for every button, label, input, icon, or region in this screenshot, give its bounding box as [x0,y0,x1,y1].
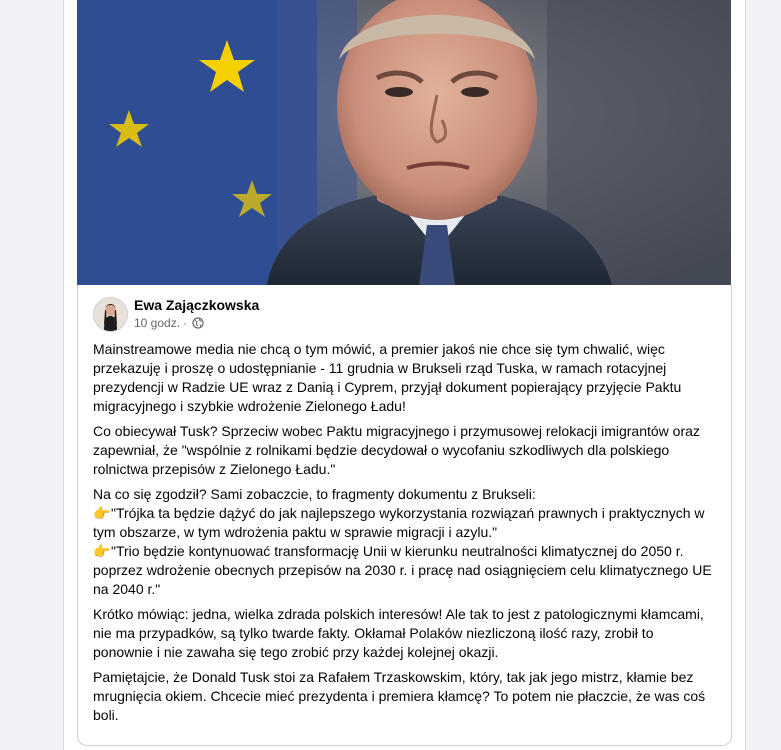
post-meta [134,316,204,330]
quote-text: "Trójka ta będzie dążyć do jak najlepszego wykorzystania rozwiązań prawnych i praktycznych w tym obszarze, w tym wdrożenia paktu w sprawie migracji i azylu." [93,505,705,540]
hand-pointing-right-icon: 👉 [93,543,111,559]
post-timestamp[interactable]: 10 godz. [134,316,181,330]
hand-pointing-right-icon: 👉 [93,505,111,521]
post-paragraph: Pamiętajcie, że Donald Tusk stoi za Rafałem Trzaskowskim, który, tak jak jego mistrz, kłamie bez mrugnięcia okiem. Chcecie mieć prezydenta i premiera kłamcę? To potem nie płaczcie, że was coś boli. [93,669,706,723]
post-paragraph: Mainstreamowe media nie chcą o tym mówić, a premier jakoś nie chce się tym chwalić, więc przekazuję i proszę o udostępnianie - 11 grudnia w Brukseli rząd Tuska, w ramach rotacyjnej prezydencji w Radzie UE wraz z Danią i Cyprem, przyjął dokument popierający przyjęcie Paktu migracyjnego i szybkie wdrożenie Zielonego Ładu! [93,341,682,414]
quote-text: "Trio będzie kontynuować transformację Unii w kierunku neutralności klimatycznej do 2050 r. poprzez wdrożenie obecnych przepisów na 2030 r. i pracę nad osiągnięciem celu klimatycznego UE na 2040 r." [93,543,712,597]
meta-separator: · [183,316,188,330]
avatar-image [94,298,127,331]
post-photo[interactable] [77,0,731,285]
author-avatar[interactable] [93,297,128,332]
post-paragraph: Co obiecywał Tusk? Sprzeciw wobec Paktu migracyjnego i przymusowej relokacji imigrantów oraz zapewniał, że "wspólnie z rolnikami będzie decydował o wycofaniu szkodliwych dla polskiego rolnictwa przepisów z Zielonego Ładu." [93,423,700,477]
post-paragraph: Krótko mówiąc: jedna, wielka zdrada polskich interesów! Ale tak to jest z patologicznymi kłamcami, nie ma przypadków, są tylko twarde fakty. Okłamał Polaków niezliczoną ilość razy, zrobił to ponownie i nie zawaha się tego zrobić przy każdej kolejnej okazji. [93,606,704,660]
photo-illustration [77,0,731,285]
quote-intro: Na co się zgodził? Sami zobaczcie, to fragmenty dokumentu z Brukseli: [93,486,536,502]
shared-post-card [77,285,732,746]
post-body [93,340,717,731]
globe-icon[interactable] [192,317,204,329]
post-paragraph [93,485,717,599]
author-name[interactable]: Ewa Zajączkowska [134,297,260,313]
